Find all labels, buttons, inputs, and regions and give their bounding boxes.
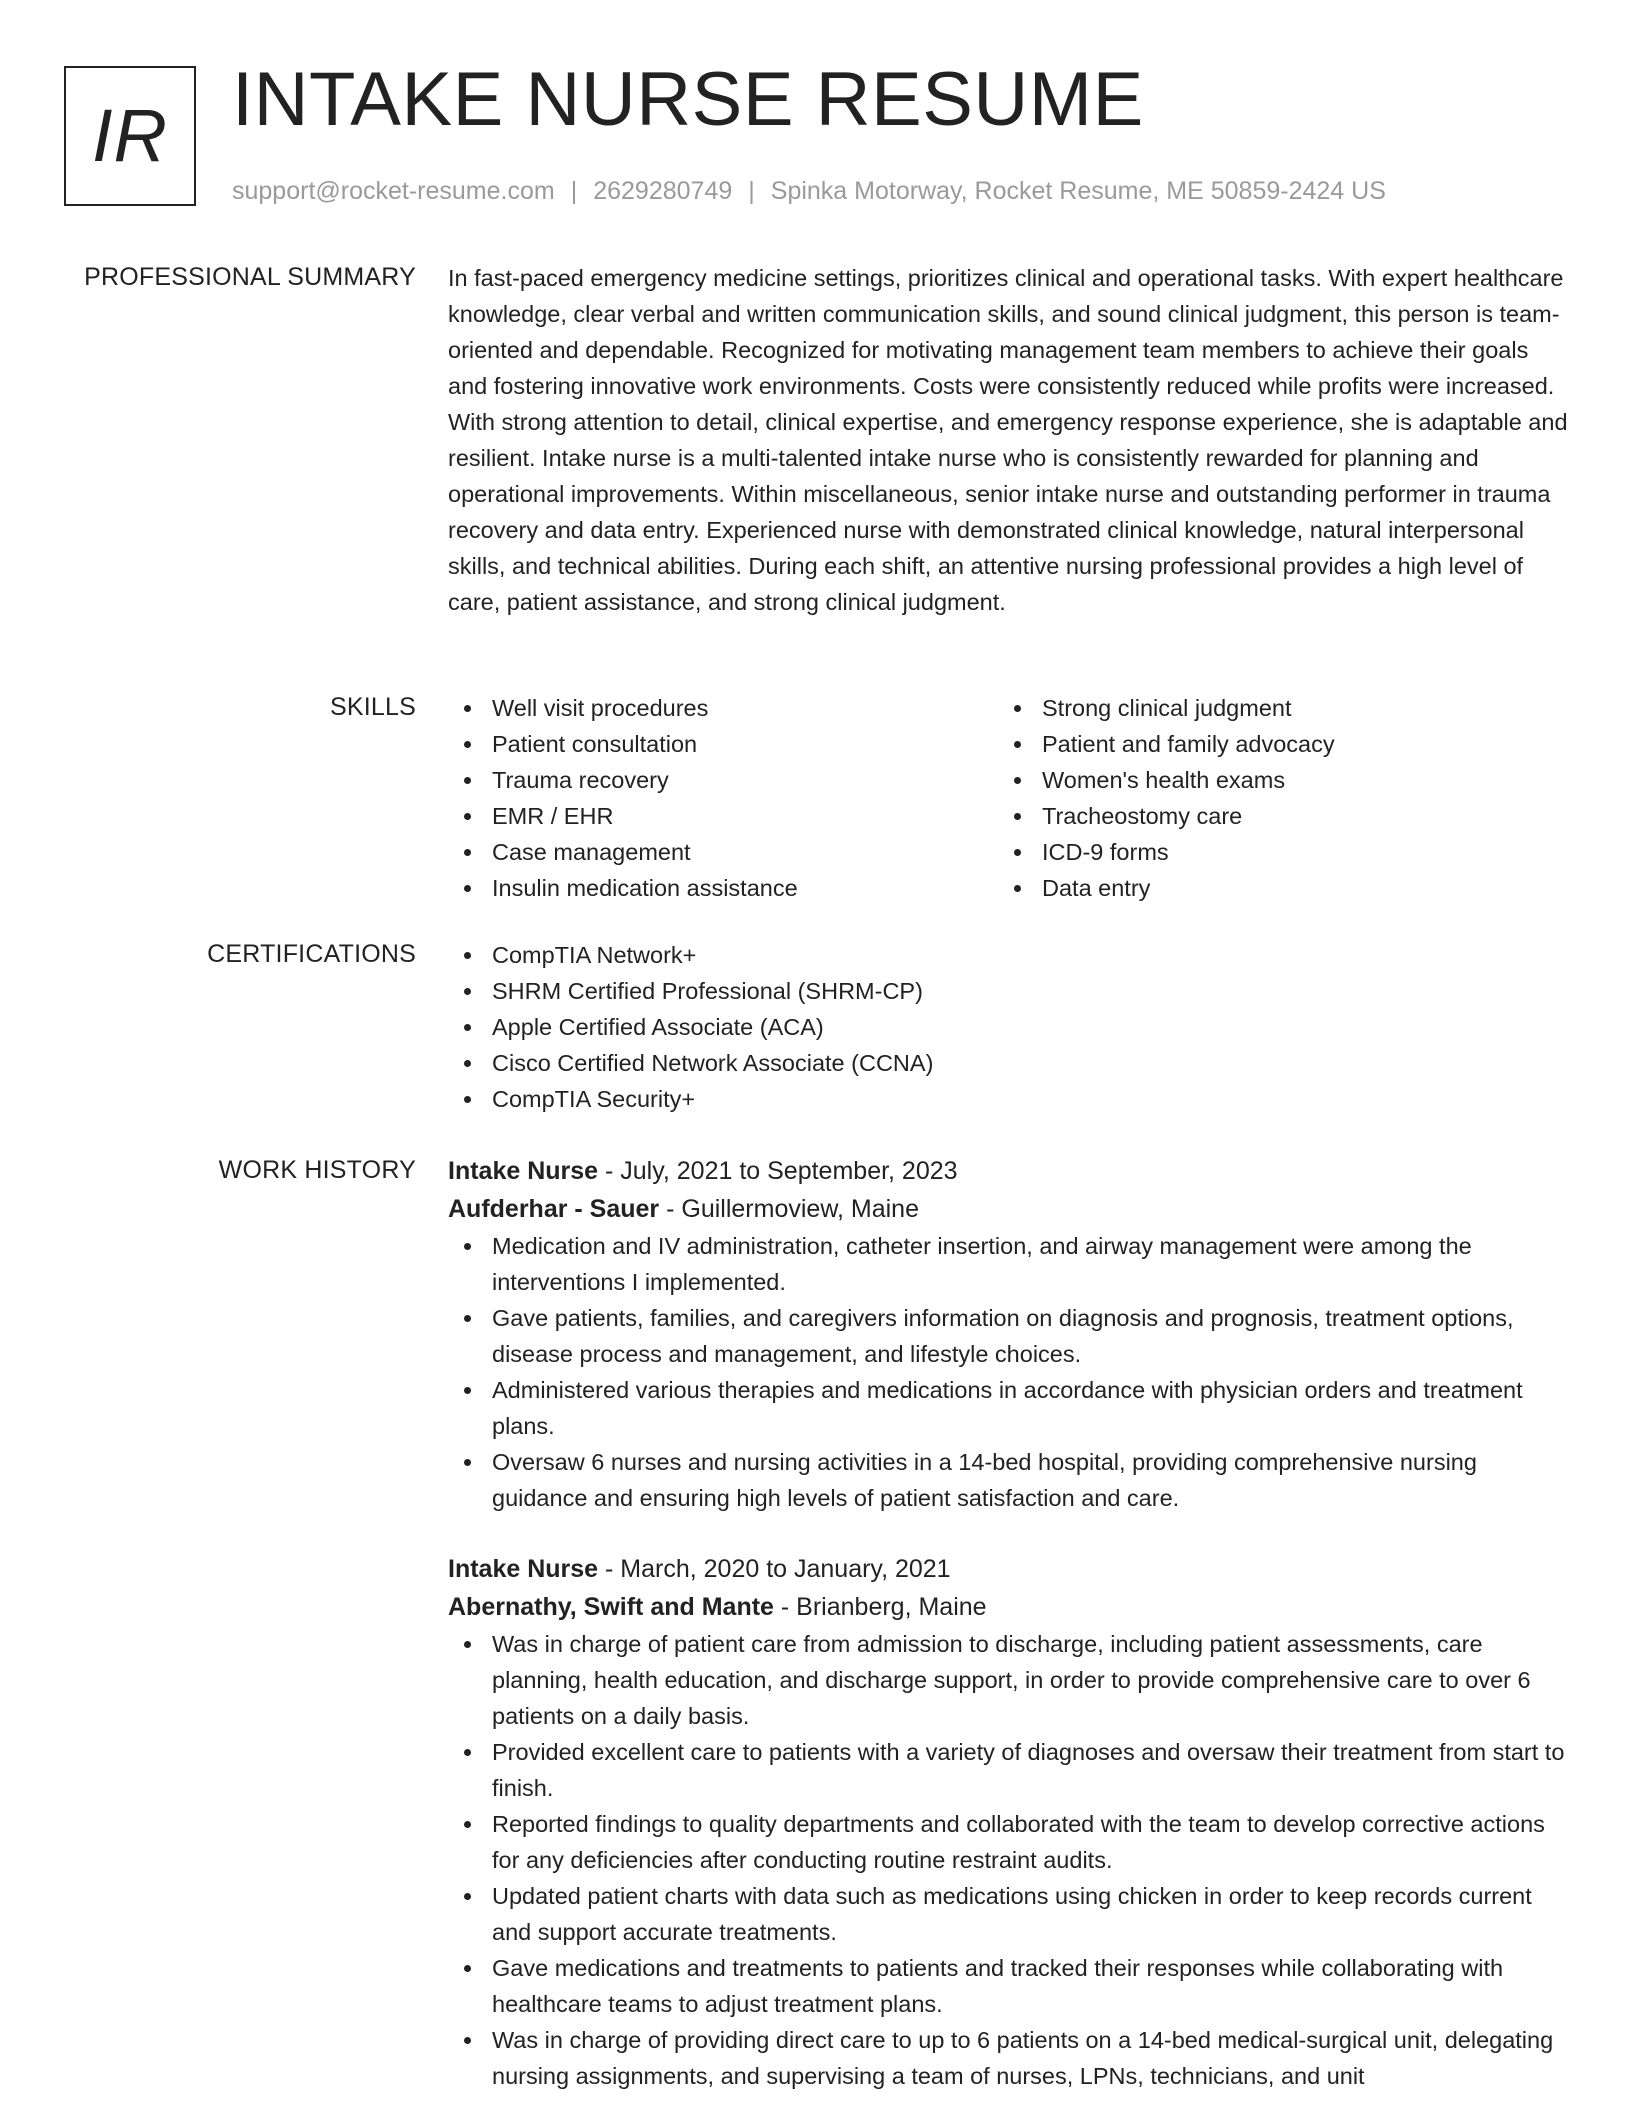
section-label-skills: SKILLS xyxy=(330,693,416,721)
monogram-text: IR xyxy=(92,94,168,177)
contact-line xyxy=(232,174,1386,208)
dash: - xyxy=(773,1593,797,1621)
certifications-section xyxy=(448,937,1568,1117)
section-label-certifications: CERTIFICATIONS xyxy=(207,940,416,968)
job-entry xyxy=(448,1550,1568,2094)
skills-section xyxy=(448,690,1568,906)
section-label-summary: PROFESSIONAL SUMMARY xyxy=(84,263,416,291)
certification-item: CompTIA Security+ xyxy=(448,1081,1568,1117)
skill-item: Women's health exams xyxy=(998,762,1548,798)
contact-address: Spinka Motorway, Rocket Resume, ME 50859-2424 US xyxy=(770,177,1386,205)
section-label-work-history: WORK HISTORY xyxy=(218,1156,416,1184)
skill-item: Trauma recovery xyxy=(448,762,998,798)
job-location: Brianberg, Maine xyxy=(796,1593,987,1621)
certification-item: Cisco Certified Network Associate (CCNA) xyxy=(448,1045,1568,1081)
job-dates: March, 2020 to January, 2021 xyxy=(620,1555,951,1583)
skills-list-left xyxy=(448,690,998,906)
skill-item: Data entry xyxy=(998,870,1548,906)
contact-separator: | xyxy=(748,177,755,205)
contact-phone[interactable]: 2629280749 xyxy=(593,177,733,205)
dash: - xyxy=(598,1555,621,1583)
job-company-line xyxy=(448,1190,1568,1228)
job-bullet: Gave medications and treatments to patients and tracked their responses while collaborating with healthcare teams to adjust treatment plans. xyxy=(448,1950,1568,2022)
skill-item: Insulin medication assistance xyxy=(448,870,998,906)
contact-email[interactable]: support@rocket-resume.com xyxy=(232,177,555,205)
job-title-line xyxy=(448,1152,1568,1190)
skill-item: Well visit procedures xyxy=(448,690,998,726)
skill-item: Strong clinical judgment xyxy=(998,690,1548,726)
resume-title: INTAKE NURSE RESUME xyxy=(232,57,1144,142)
job-location: Guillermoview, Maine xyxy=(681,1195,919,1223)
job-bullet: Reported findings to quality departments and collaborated with the team to develop corrective actions for any deficiencies after conducting routine restraint audits. xyxy=(448,1806,1568,1878)
job-bullet: Gave patients, families, and caregivers information on diagnosis and prognosis, treatment options, disease process and management, and lifestyle choices. xyxy=(448,1300,1568,1372)
job-company-line xyxy=(448,1588,1568,1626)
work-history-section xyxy=(448,1152,1568,2094)
certification-item: Apple Certified Associate (ACA) xyxy=(448,1009,1568,1045)
job-bullet-list xyxy=(448,1626,1568,2094)
job-bullet: Provided excellent care to patients with a variety of diagnoses and oversaw their treatment from start to finish. xyxy=(448,1734,1568,1806)
job-title: Intake Nurse xyxy=(448,1157,599,1185)
job-title-line xyxy=(448,1550,1568,1588)
job-company: Aufderhar - Sauer xyxy=(448,1195,660,1223)
job-bullet: Was in charge of patient care from admission to discharge, including patient assessments, care planning, health education, and discharge support, in order to provide comprehensive care to over 6 patients on a daily basis. xyxy=(448,1626,1568,1734)
summary-section xyxy=(448,260,1568,620)
job-title: Intake Nurse xyxy=(448,1555,599,1583)
job-company: Abernathy, Swift and Mante xyxy=(448,1593,774,1621)
dash: - xyxy=(598,1157,621,1185)
certification-item: SHRM Certified Professional (SHRM-CP) xyxy=(448,973,1568,1009)
job-bullet: Oversaw 6 nurses and nursing activities in a 14-bed hospital, providing comprehensive nursing guidance and ensuring high levels of patient satisfaction and care. xyxy=(448,1444,1568,1516)
skill-item: Tracheostomy care xyxy=(998,798,1548,834)
summary-text: In fast-paced emergency medicine settings, prioritizes clinical and operational tasks. With expert healthcare knowledge, clear verbal and written communication skills, and sound clinical judgment, this person is team-oriented and dependable. Recognized for motivating management team members to achieve their goals and fostering innovative work environments. Costs were consistently reduced while profits were increased. With strong attention to detail, clinical expertise, and emergency response experience, she is adaptable and resilient. Intake nurse is a multi-talented intake nurse who is consistently rewarded for planning and operational improvements. Within miscellaneous, senior intake nurse and outstanding performer in trauma recovery and data entry. Experienced nurse with demonstrated clinical knowledge, natural interpersonal skills, and technical abilities. During each shift, an attentive nursing professional provides a high level of care, patient assistance, and strong clinical judgment. xyxy=(448,265,1568,615)
job-bullet: Was in charge of providing direct care to up to 6 patients on a 14-bed medical-surgical unit, delegating nursing assignments, and supervising a team of nurses, LPNs, technicians, and unit xyxy=(448,2022,1568,2094)
job-bullet-list xyxy=(448,1228,1568,1516)
skill-item: EMR / EHR xyxy=(448,798,998,834)
job-entry xyxy=(448,1152,1568,1516)
certifications-list xyxy=(448,937,1568,1117)
skills-list-right xyxy=(998,690,1548,906)
skills-columns xyxy=(448,690,1568,906)
contact-separator: | xyxy=(570,177,578,205)
job-bullet: Updated patient charts with data such as medications using chicken in order to keep records current and support accurate treatments. xyxy=(448,1878,1568,1950)
skill-item: Patient and family advocacy xyxy=(998,726,1548,762)
dash: - xyxy=(659,1195,682,1223)
job-bullet: Administered various therapies and medications in accordance with physician orders and treatment plans. xyxy=(448,1372,1568,1444)
job-dates: July, 2021 to September, 2023 xyxy=(620,1157,958,1185)
monogram-logo xyxy=(64,66,196,206)
skill-item: Patient consultation xyxy=(448,726,998,762)
skill-item: ICD-9 forms xyxy=(998,834,1548,870)
skill-item: Case management xyxy=(448,834,998,870)
certification-item: CompTIA Network+ xyxy=(448,937,1568,973)
job-bullet: Medication and IV administration, catheter insertion, and airway management were among the interventions I implemented. xyxy=(448,1228,1568,1300)
